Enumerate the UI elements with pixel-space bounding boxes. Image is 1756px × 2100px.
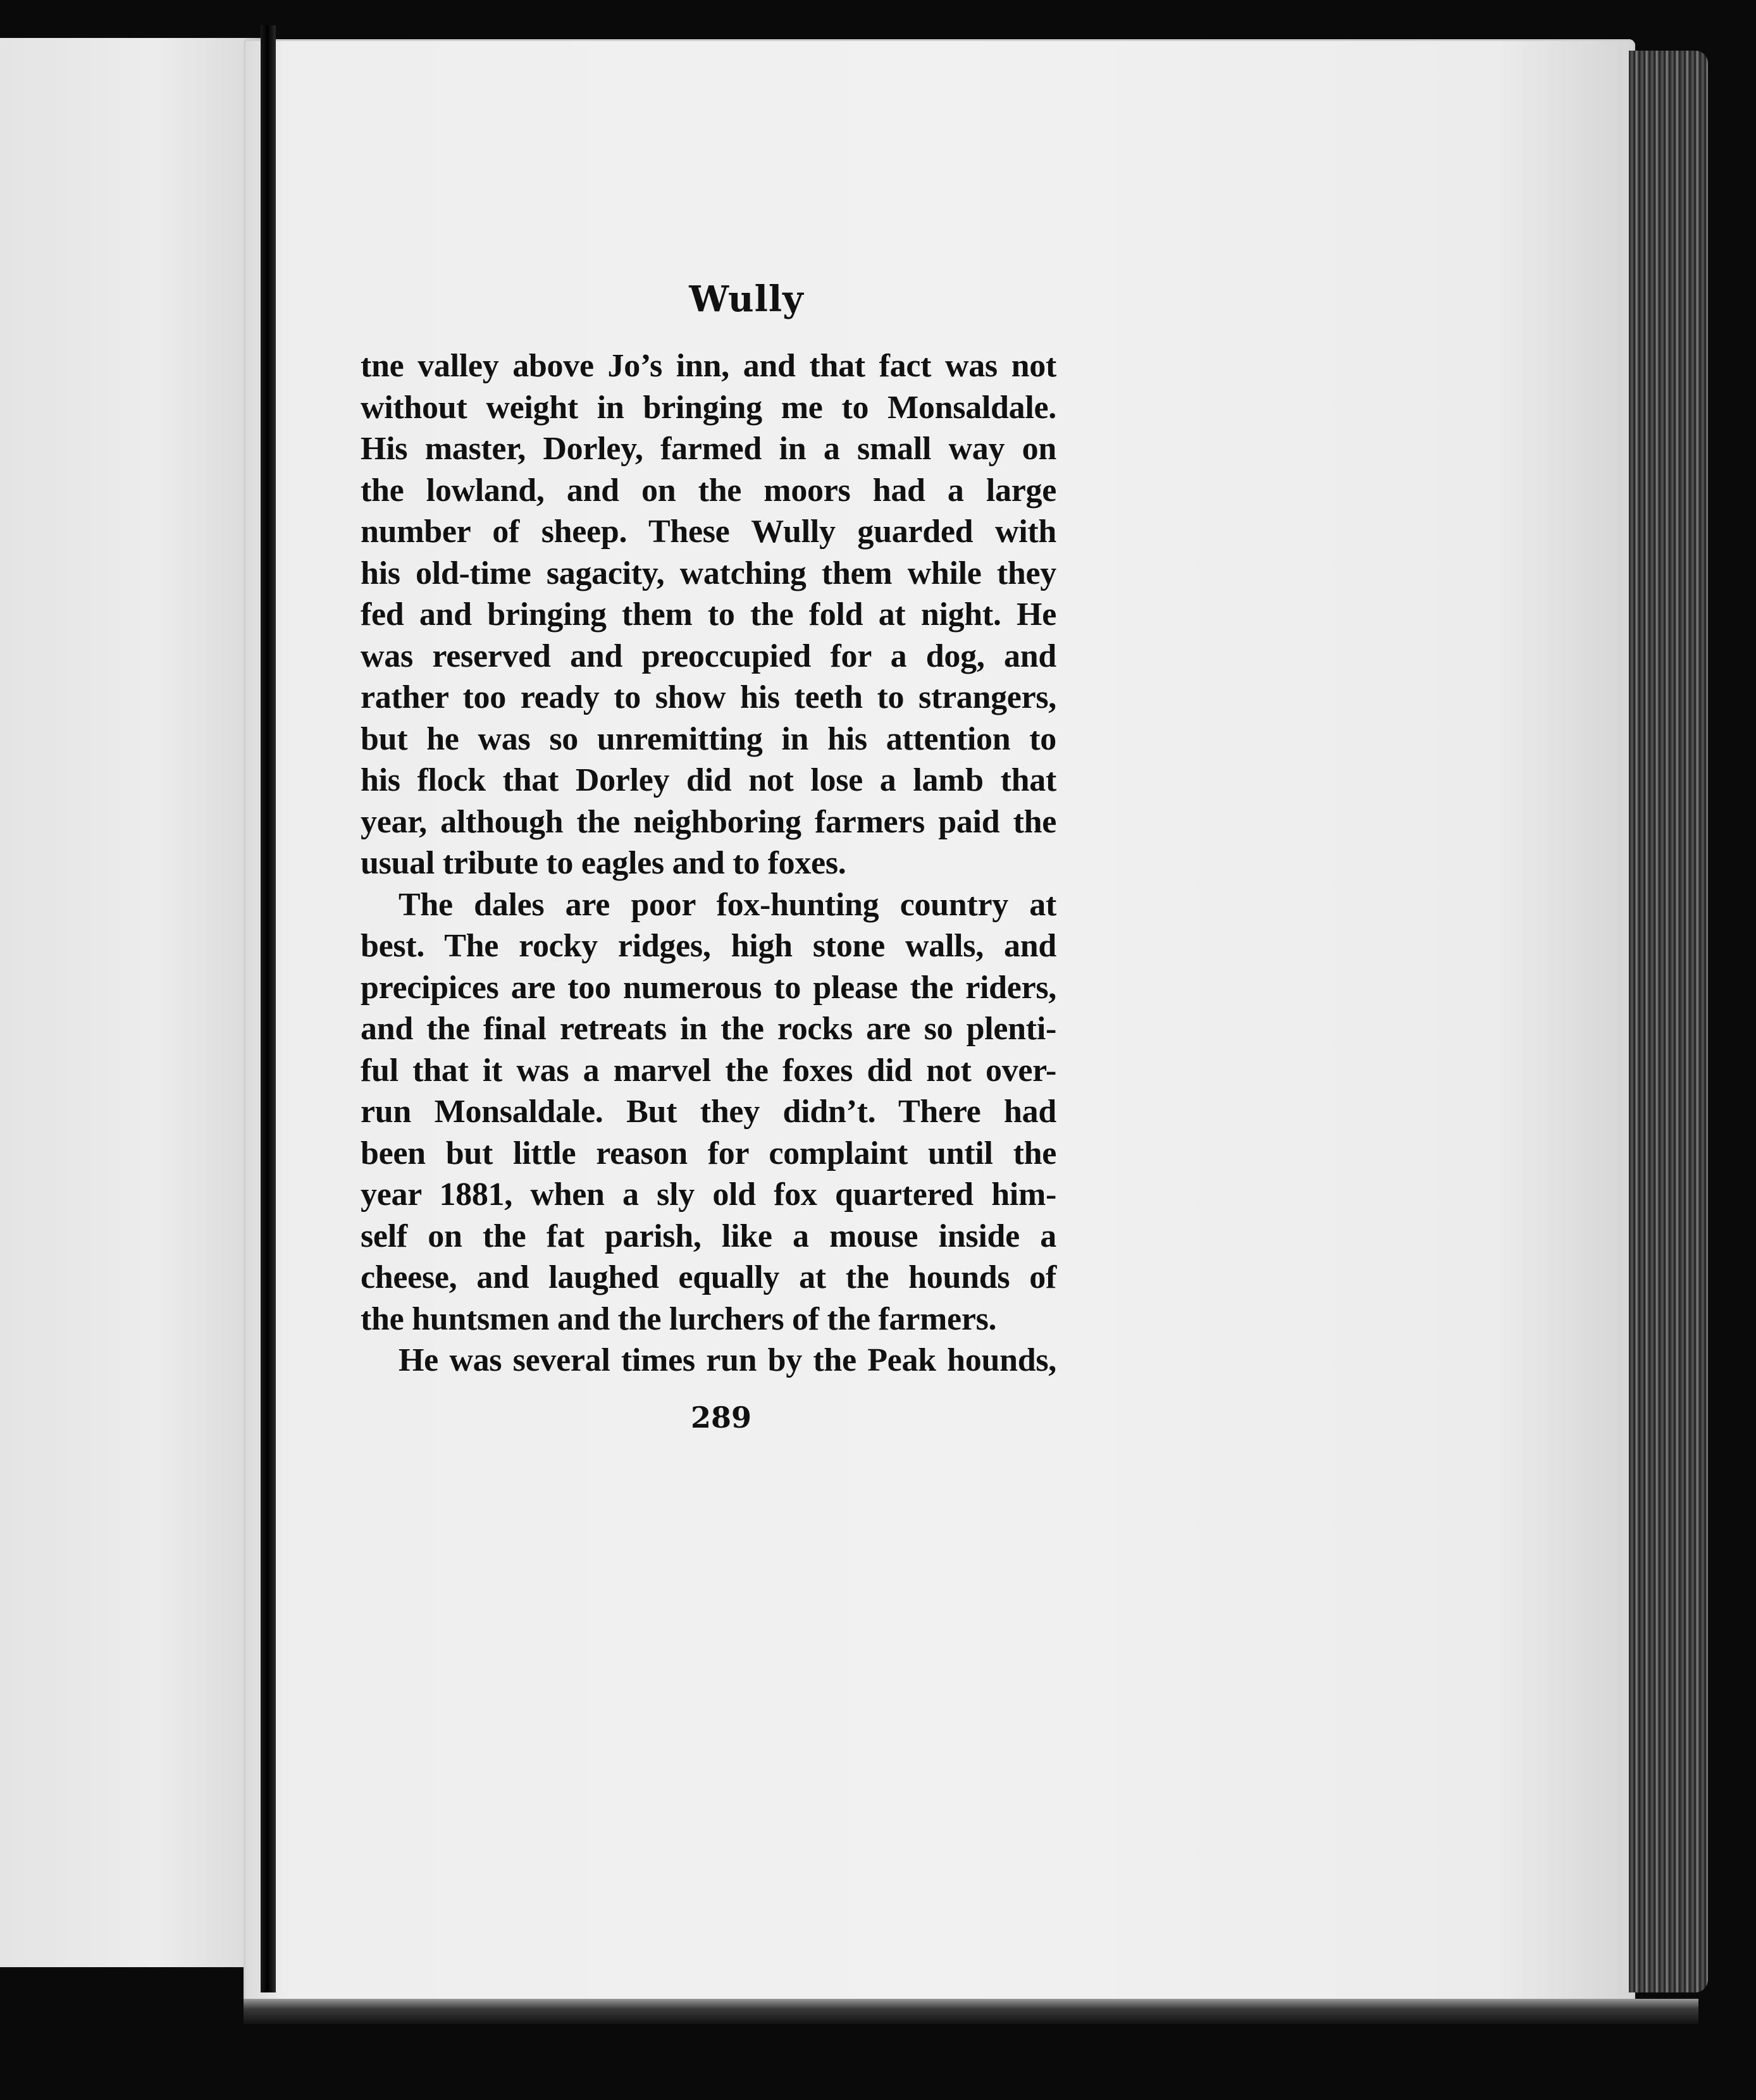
text-line: self on the fat parish, like a mouse inside a [361,1218,1056,1254]
text-line: best. The rocky ridges, high stone walls, and [361,928,1056,964]
text-line: run Monsaldale. But they didn’t. There had [361,1094,1056,1130]
text-line: rather too ready to show his teeth to strangers, [361,679,1056,715]
text-line: usual tribute to eagles and to foxes. [361,845,846,881]
text-line: was reserved and preoccupied for a dog, and [361,638,1056,674]
bottom-page-edge [244,1999,1698,2024]
left-facing-page [0,38,261,1967]
text-line: the lowland, and on the moors had a large [361,472,1056,509]
text-line: fed and bringing them to the fold at night. He [361,596,1056,633]
text-line: precipices are too numerous to please the riders, [361,969,1056,1006]
text-line: his flock that Dorley did not lose a lamb that [361,762,1056,798]
text-line: tne valley above Jo’s inn, and that fact was not [361,348,1056,384]
book-gutter [261,25,276,1992]
page-edge-stack [1629,51,1708,1992]
text-line: and the final retreats in the rocks are so plenti- [361,1011,1056,1047]
running-head: Wully [689,278,804,320]
text-line: without weight in bringing me to Monsaldale. [361,389,1056,426]
text-line: his old-time sagacity, watching them while they [361,555,1056,591]
paragraph-3 [361,1340,1056,1381]
text-line: cheese, and laughed equally at the hounds of [361,1259,1056,1295]
text-line: His master, Dorley, farmed in a small way on [361,431,1056,467]
text-column [361,278,1056,1435]
page-number: 289 [690,1400,752,1435]
text-line: ful that it was a marvel the foxes did not over- [361,1052,1056,1089]
text-line: The dales are poor fox-hunting country at [399,886,1056,923]
paragraph-2 [361,884,1056,1340]
text-line: He was several times run by the Peak hounds, [399,1342,1056,1378]
text-line: number of sheep. These Wully guarded with [361,514,1056,550]
text-line: been but little reason for complaint until the [361,1135,1056,1171]
text-line: but he was so unremitting in his attention to [361,720,1056,757]
text-line: the huntsmen and the lurchers of the farmers. [361,1300,997,1337]
paragraph-1 [361,345,1056,884]
text-line: year, although the neighboring farmers paid the [361,803,1056,840]
text-line: year 1881, when a sly old fox quartered him- [361,1177,1056,1213]
